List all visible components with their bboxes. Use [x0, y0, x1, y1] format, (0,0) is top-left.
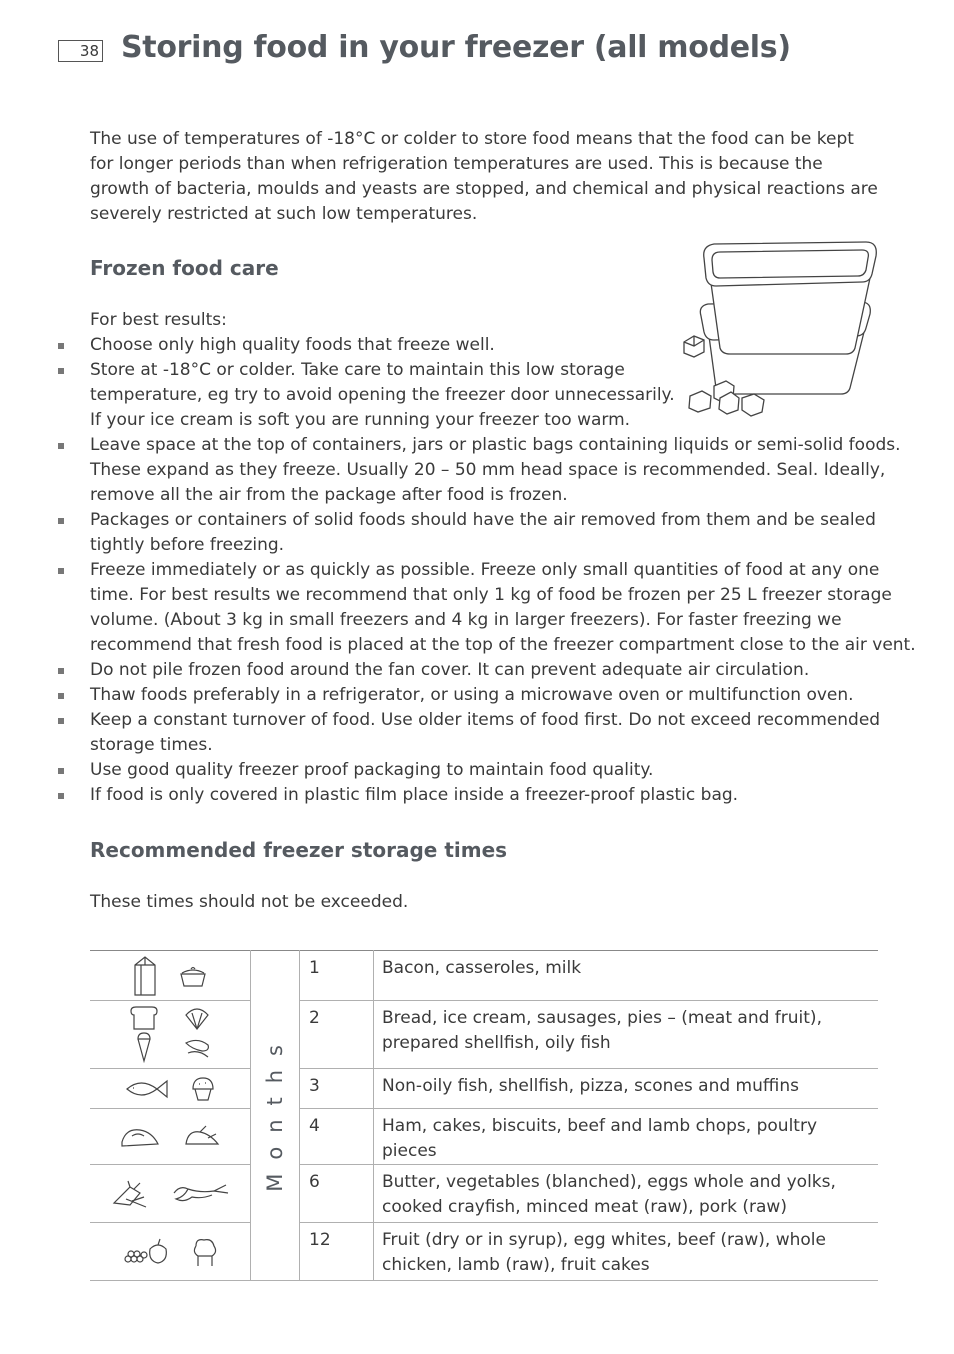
bullet-square-icon	[58, 568, 64, 574]
foods-list: Butter, vegetables (blanched), eggs whole and yolks, cooked crayfish, minced meat (raw), pork (raw)	[374, 1165, 879, 1223]
bullet-square-icon	[58, 793, 64, 799]
months-value: 1	[300, 951, 374, 1001]
crayfish-icon	[170, 1181, 230, 1207]
table-row	[90, 1165, 878, 1223]
foods-list: Fruit (dry or in syrup), egg whites, beef (raw), whole chicken, lamb (raw), fruit cakes	[374, 1223, 879, 1281]
list-item: Freeze immediately or as quickly as possible. Freeze only small quantities of food at any one time. For best results we recommend that only 1 kg of food be frozen per 25 L freezer storage volume. (About 3 kg in small freezers and 4 kg in larger freezers). For faster freezing we recommend that fresh food is placed at the top of the freezer compartment close to the air vent.	[0, 558, 916, 658]
storage-times-heading: Recommended freezer storage times	[90, 838, 508, 862]
fruit-grapes-icon	[120, 1237, 170, 1267]
table-row	[90, 1001, 878, 1069]
bread-icecream-icon	[126, 1005, 160, 1065]
food-icons-cell	[90, 1165, 251, 1223]
foods-list: Non-oily fish, shellfish, pizza, scones and muffins	[374, 1069, 879, 1109]
months-value: 6	[300, 1165, 374, 1223]
shellfish-sausage-icon	[180, 1005, 214, 1065]
list-item: Use good quality freezer proof packaging to maintain food quality.	[0, 758, 916, 783]
months-value: 2	[300, 1001, 374, 1069]
months-value: 4	[300, 1109, 374, 1165]
table-row	[90, 951, 878, 1001]
best-results-lead: For best results:	[90, 310, 227, 330]
months-column	[251, 951, 300, 1281]
months-label: Months	[262, 1031, 287, 1192]
bullet-square-icon	[58, 668, 64, 674]
list-item: Do not pile frozen food around the fan cover. It can prevent adequate air circulation.	[0, 658, 916, 683]
bullet-square-icon	[58, 343, 64, 349]
foods-list: Bacon, casseroles, milk	[374, 951, 879, 1001]
intro-paragraph: The use of temperatures of -18°C or colder to store food means that the food can be kept for longer periods than when refrigeration temperatures are used. This is because the growth of bacteria, moulds and yeasts are stopped, and chemical and physical reactions are severely restricted at such low temperatures.	[90, 129, 878, 224]
list-item: Choose only high quality foods that freeze well.	[0, 333, 916, 358]
list-item: Store at -18°C or colder. Take care to maintain this low storage temperature, eg try to avoid opening the freezer door unnecessarily. If your ice cream is soft you are running your freezer too warm.	[0, 358, 916, 433]
bullet-square-icon	[58, 518, 64, 524]
bullet-square-icon	[58, 768, 64, 774]
list-item: Leave space at the top of containers, jars or plastic bags containing liquids or semi-solid foods. These expand as they freeze. Usually 20 – 50 mm head space is recommended. Seal. Ideally, remove all the air from the package after food is frozen.	[0, 433, 916, 508]
storage-times-table	[90, 950, 878, 1281]
milk-carton-icon	[132, 955, 158, 997]
list-item: Keep a constant turnover of food. Use older items of food first. Do not exceed recommended storage times.	[0, 708, 916, 758]
food-icons-cell	[90, 951, 251, 1001]
page-title: Storing food in your freezer (all models)	[121, 30, 791, 65]
bullet-square-icon	[58, 693, 64, 699]
list-item: Packages or containers of solid foods should have the air removed from them and be sealed tightly before freezing.	[0, 508, 916, 558]
vegetables-icon	[110, 1179, 150, 1209]
months-value: 12	[300, 1223, 374, 1281]
food-icons-cell	[90, 1069, 251, 1109]
bullet-square-icon	[58, 368, 64, 374]
food-icons-cell	[90, 1109, 251, 1165]
freezer-containers-illustration	[676, 236, 886, 422]
page-number: 38	[58, 40, 103, 62]
bullet-square-icon	[58, 718, 64, 724]
list-item: Thaw foods preferably in a refrigerator, or using a microwave oven or multifunction oven.	[0, 683, 916, 708]
lamb-icon	[190, 1236, 220, 1268]
ham-chop-icon	[118, 1124, 162, 1150]
food-icons-cell	[90, 1001, 251, 1069]
bullet-square-icon	[58, 443, 64, 449]
muffin-icon	[189, 1075, 217, 1103]
foods-list: Bread, ice cream, sausages, pies – (meat and fruit), prepared shellfish, oily fish	[374, 1001, 879, 1069]
poultry-cake-icon	[182, 1124, 222, 1150]
table-row	[90, 1109, 878, 1165]
food-icons-cell	[90, 1223, 251, 1281]
list-item: If food is only covered in plastic film place inside a freezer-proof plastic bag.	[0, 783, 916, 808]
casserole-pot-icon	[178, 963, 208, 989]
fish-icon	[123, 1077, 169, 1101]
table-row	[90, 1069, 878, 1109]
months-value: 3	[300, 1069, 374, 1109]
table-row	[90, 1223, 878, 1281]
foods-list: Ham, cakes, biscuits, beef and lamb chops, poultry pieces	[374, 1109, 879, 1165]
frozen-food-care-heading: Frozen food care	[90, 256, 279, 280]
storage-times-note: These times should not be exceeded.	[90, 892, 409, 912]
